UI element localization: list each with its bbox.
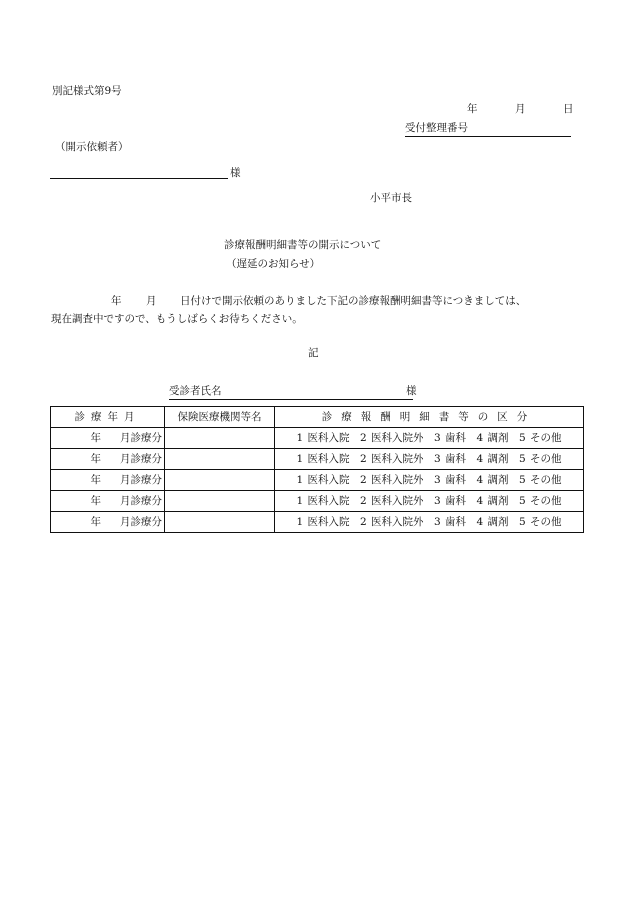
date-day-label: 日	[563, 103, 574, 115]
header-institution: 保険医療機関等名	[165, 407, 275, 428]
header-treatment-month: 診療年月	[51, 407, 165, 428]
document-subtitle: （遅延のお知らせ）	[226, 258, 321, 270]
table-row	[51, 428, 584, 449]
header-classification: 診療報酬明細書等の区分	[275, 407, 584, 428]
receipt-number-label: 受付整理番号	[405, 122, 468, 134]
classification-cell: 1 医科入院 2 医科入院外 3 歯科 4 調剤 5 その他	[275, 491, 584, 512]
body-line1: 日付けで開示依頼のありました下記の診療報酬明細書等につきましては、	[180, 295, 527, 307]
ki-heading: 記	[308, 347, 319, 359]
classification-cell: 1 医科入院 2 医科入院外 3 歯科 4 調剤 5 その他	[275, 470, 584, 491]
date-month-label: 月	[515, 103, 526, 115]
table-row	[51, 449, 584, 470]
form-number: 別記様式第9号	[52, 85, 122, 97]
table-header-row	[51, 407, 584, 428]
classification-cell: 1 医科入院 2 医科入院外 3 歯科 4 調剤 5 その他	[275, 512, 584, 533]
issuer: 小平市長	[370, 192, 412, 204]
body-month: 月	[146, 295, 157, 307]
institution-cell[interactable]	[165, 449, 275, 470]
treatment-month-cell: 年 月診療分	[51, 512, 165, 533]
requester-honorific: 様	[230, 167, 241, 179]
table-row	[51, 512, 584, 533]
treatment-month-cell: 年 月診療分	[51, 428, 165, 449]
table-row	[51, 491, 584, 512]
treatment-month-cell: 年 月診療分	[51, 470, 165, 491]
body-line2: 現在調査中ですので、もうしばらくお待ちください。	[51, 313, 303, 325]
institution-cell[interactable]	[165, 470, 275, 491]
institution-cell[interactable]	[165, 428, 275, 449]
institution-cell[interactable]	[165, 491, 275, 512]
classification-cell: 1 医科入院 2 医科入院外 3 歯科 4 調剤 5 その他	[275, 428, 584, 449]
institution-cell[interactable]	[165, 512, 275, 533]
requester-label: （開示依頼者）	[55, 141, 129, 153]
patient-name-field	[169, 386, 413, 400]
patient-honorific: 様	[406, 385, 417, 397]
treatment-month-cell: 年 月診療分	[51, 491, 165, 512]
receipt-number-field	[405, 123, 571, 137]
requester-name-line	[50, 178, 228, 179]
document-title: 診療報酬明細書等の開示について	[224, 239, 382, 251]
treatment-month-cell: 年 月診療分	[51, 449, 165, 470]
classification-cell: 1 医科入院 2 医科入院外 3 歯科 4 調剤 5 その他	[275, 449, 584, 470]
body-year: 年	[111, 295, 122, 307]
detail-table	[50, 406, 584, 533]
patient-name-label: 受診者氏名	[169, 385, 222, 397]
table-row	[51, 470, 584, 491]
date-year-label: 年	[467, 103, 478, 115]
